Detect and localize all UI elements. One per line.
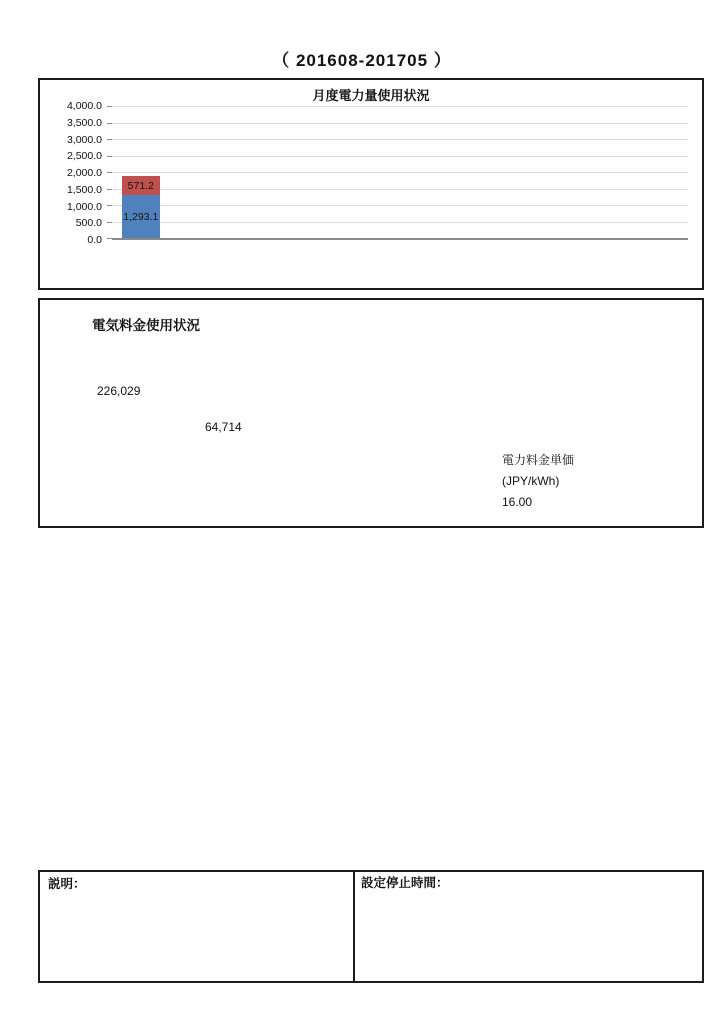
y-axis-tick <box>107 238 112 239</box>
y-axis-tick-label: 1,500.0 <box>66 183 102 196</box>
pie-chart-title: 電気料金使用状況 <box>92 318 200 333</box>
gridline <box>112 172 688 173</box>
unit-price-value: 16.00 <box>502 495 533 509</box>
page-title: （ 201608-201705 ） <box>272 51 452 70</box>
gridline <box>112 156 688 157</box>
bar-value-label-consumption: 1,293.1 <box>123 210 159 223</box>
gridline <box>112 189 688 190</box>
bar-chart-title: 月度電力量使用状況 <box>312 88 430 103</box>
y-axis-tick-label: 3,000.0 <box>66 133 102 146</box>
schedule-title: 設定停止時間： <box>361 876 449 890</box>
pie-chart-panel <box>38 298 704 528</box>
notes-panel <box>38 870 355 983</box>
y-axis-tick-label: 4,000.0 <box>66 100 102 112</box>
gridline <box>112 139 688 140</box>
bar-value-label-reduction: 571.2 <box>127 179 154 192</box>
bar-y-axis <box>40 100 108 246</box>
bar-chart-panel <box>38 78 704 290</box>
bar-plot <box>112 106 688 240</box>
gridline <box>112 123 688 124</box>
y-axis-tick-label: 1,000.0 <box>66 200 102 213</box>
y-axis-tick-label: 500.0 <box>75 217 102 230</box>
bar-segment-consumption <box>122 195 160 238</box>
gridline <box>112 106 688 107</box>
gridline <box>112 205 688 206</box>
unit-price-title: 電力料金単価 <box>502 453 575 467</box>
y-axis-tick-label: 0.0 <box>87 234 102 246</box>
pie-chart <box>67 342 257 500</box>
unit-price-unit: (JPY/kWh) <box>502 474 560 488</box>
unit-price-note <box>502 450 574 513</box>
y-axis-tick-label: 2,000.0 <box>66 167 102 179</box>
y-axis-tick-label: 2,500.0 <box>66 150 102 163</box>
pie-surface <box>67 342 257 484</box>
notes-title: 説明： <box>48 877 86 891</box>
bar-x-axis <box>112 248 688 264</box>
pie-value-label-consumption: 226,029 <box>97 384 141 398</box>
bar-segment-reduction <box>122 176 160 195</box>
bar-group <box>112 106 170 238</box>
schedule-panel <box>353 870 704 983</box>
gridline <box>112 222 688 223</box>
pie-value-label-reduction: 64,714 <box>205 420 242 434</box>
stacked-bar <box>122 106 160 238</box>
y-axis-tick-label: 3,500.0 <box>66 116 102 129</box>
